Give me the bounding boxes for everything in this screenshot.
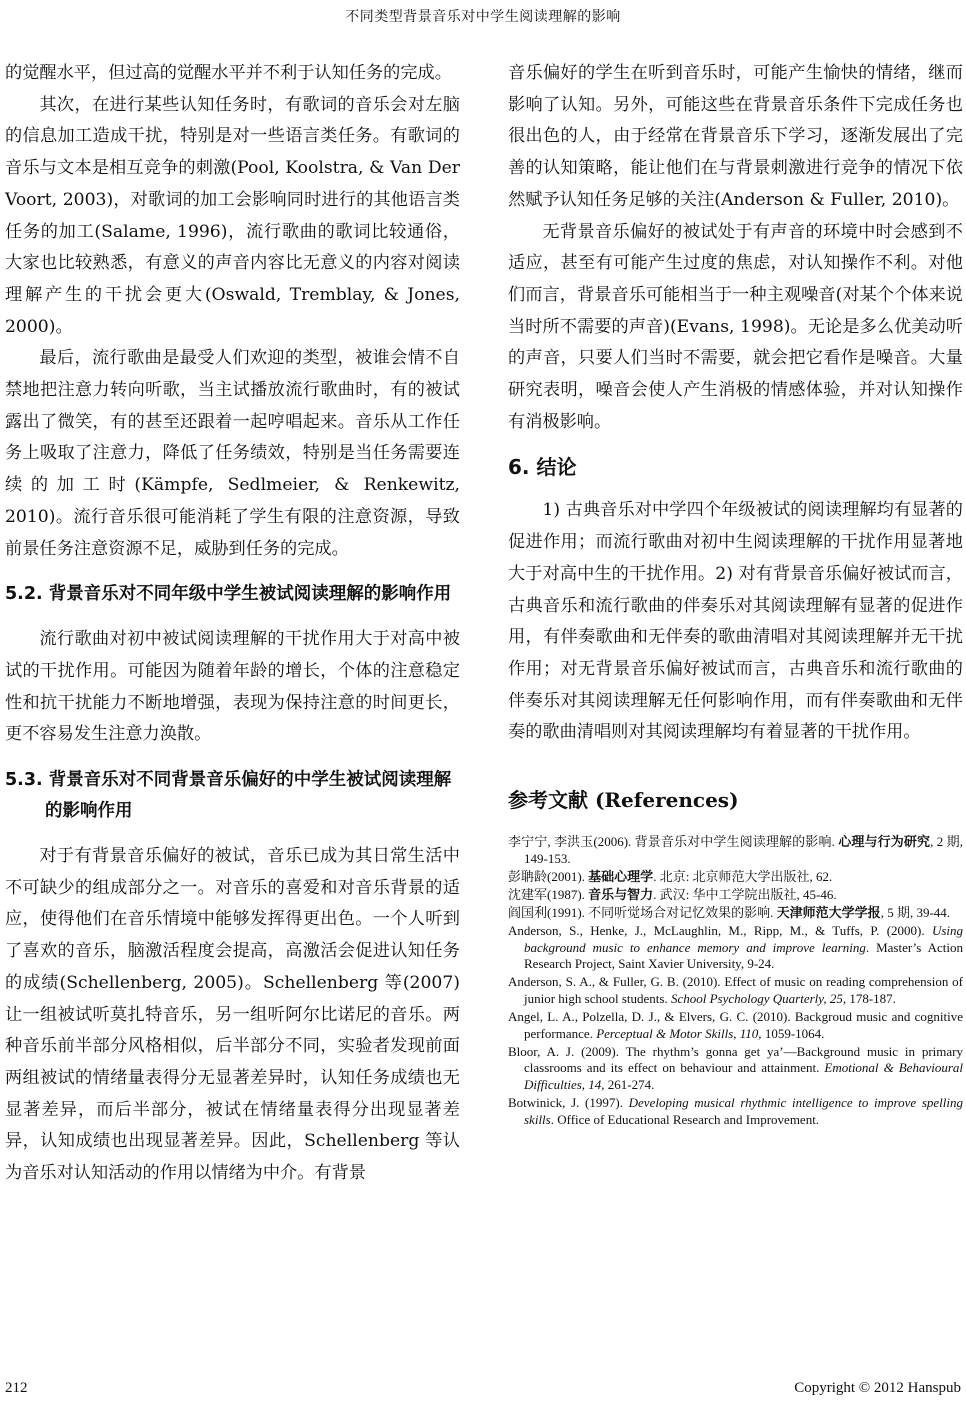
- ref-text: 沈建军(1987).: [508, 886, 589, 902]
- reference-item: [508, 887, 963, 904]
- paragraph: 的觉醒水平，但过高的觉醒水平并不利于认知任务的完成。: [5, 63, 452, 83]
- section-heading-5-3: 5.3. 背景音乐对不同背景音乐偏好的中学生被试阅读理解的影响作用: [5, 770, 452, 822]
- ref-source: Emotional & Behavioural Difficulties, 14,: [524, 1060, 963, 1092]
- reference-item: [508, 974, 963, 1007]
- section-heading-6: 6. 结论: [508, 455, 577, 480]
- ref-text: . 北京: 北京师范大学出版社, 62.: [653, 868, 833, 884]
- reference-item: [508, 834, 963, 867]
- ref-text: . Office of Educational Research and Improvement.: [550, 1111, 820, 1127]
- ref-source: 音乐与智力: [588, 886, 654, 902]
- ref-text: 阎国利(1991). 不同听觉场合对记忆效果的影响.: [508, 904, 777, 920]
- ref-source: Developing musical rhythmic intelligence to improve spelling skills: [524, 1094, 964, 1127]
- ref-text: 261-274.: [604, 1076, 655, 1092]
- paragraph: 对于有背景音乐偏好的被试，音乐已成为其日常生活中不可缺少的组成部分之一。对音乐的喜爱和对音乐背景的适应，使得他们在音乐情境中能够发挥得更出色。一个人听到了喜欢的音乐，脑激活程度会提高，高激活会促进认知任务的成绩(Schellenberg, 2005)。Schellenberg 等(2007)让一组被试听莫扎特音乐，另一组听阿尔比诺尼的音乐。两种音乐前半部分风格相似，后半部分不同，实验者发现前面两组被试的情绪量表得分无显著差异时，认知任务成绩也无显著差异，而后半部分，被试在情绪量表得分出现显著差异，认知成绩也出现显著差异。因此，Schellenberg 等认为音乐对认知活动的作用以情绪为中介。有背景: [5, 846, 460, 1184]
- references-list: [508, 834, 963, 1128]
- reference-item: [508, 869, 963, 886]
- ref-source: School Psychology Quarterly, 25,: [670, 990, 847, 1006]
- running-head: 不同类型背景音乐对中学生阅读理解的影响: [345, 9, 621, 25]
- ref-text: . 武汉: 华中工学院出版社, 45-46.: [653, 886, 837, 902]
- reference-item: [508, 923, 963, 973]
- ref-text: , 2 期, 149-153.: [524, 834, 963, 866]
- paragraph: 音乐偏好的学生在听到音乐时，可能产生愉快的情绪，继而影响了认知。另外，可能这些在背景音乐条件下完成任务也很出色的人，由于经常在背景音乐下学习，逐渐发展出了完善的认知策略，能让他们在与背景刺激进行竞争的情况下依然赋予认知任务足够的关注(Anderson & Fuller, 2010)。: [508, 63, 963, 210]
- right-column: [508, 58, 963, 1130]
- ref-text: 1059-1064.: [761, 1025, 825, 1041]
- section-heading-5-2: 5.2. 背景音乐对不同年级中学生被试阅读理解的影响作用: [5, 584, 452, 605]
- ref-text: Anderson, S., Henke, J., McLaughlin, M., Ripp, M., & Tuffs, P. (2000).: [508, 923, 932, 939]
- ref-source: Using background music to enhance memory and improve learning: [524, 923, 963, 955]
- page-number: 212: [5, 1380, 28, 1396]
- reference-item: [508, 905, 963, 922]
- paragraph: 其次，在进行某些认知任务时，有歌词的音乐会对左脑的信息加工造成干扰，特别是对一些语言类任务。有歌词的音乐与文本是相互竞争的刺激(Pool, Koolstra, & Van Der Voort, 2003)，对歌词的加工会影响同时进行的其他语言类任务的加工(Salame, 1996)，流行歌曲的歌词比较通俗，大家也比较熟悉，有意义的声音内容比无意义的内容对阅读理解产生的干扰会更大(Oswald, Tremblay, & Jones, 2000)。: [5, 94, 460, 337]
- ref-source: 基础心理学: [588, 868, 654, 884]
- ref-source: 心理与行为研究: [838, 834, 931, 850]
- ref-text: Angel, L. A., Polzella, D. J., & Elvers, G. C. (2010). Backgroud music and cognitive performance.: [508, 1009, 963, 1041]
- ref-text: 李宁宁, 李洪玉(2006). 背景音乐对中学生阅读理解的影响.: [508, 834, 839, 850]
- paragraph: 1) 古典音乐对中学四个年级被试的阅读理解均有显著的促进作用；而流行歌曲对初中生阅读理解的干扰作用显著地大于对高中生的干扰作用。2) 对有背景音乐偏好被试而言，古典音乐和流行歌曲的伴奏乐对其阅读理解有显著的促进作用，有伴奏歌曲和无伴奏的歌曲清唱对其阅读理解并无干扰作用；对无背景音乐偏好被试而言，古典音乐和流行歌曲的伴奏乐对其阅读理解无任何影响作用，而有伴奏歌曲和无伴奏的歌曲清唱则对其阅读理解均有着显著的干扰作用。: [508, 500, 963, 743]
- reference-item: [508, 1009, 963, 1042]
- left-column: [5, 58, 460, 1190]
- reference-item: [508, 1095, 963, 1128]
- ref-text: Bloor, A. J. (2009). The rhythm’s gonna get ya’—Background music in primary classrooms and its effect on behaviour and attainment.: [508, 1043, 963, 1076]
- references-heading: 参考文献 (References): [508, 788, 739, 813]
- ref-text: , 5 期, 39-44.: [880, 904, 951, 920]
- ref-text: Anderson, S. A., & Fuller, G. B. (2010). Effect of music on reading comprehension of junior high school students.: [508, 974, 963, 1006]
- reference-item: [508, 1044, 963, 1094]
- paragraph: 最后，流行歌曲是最受人们欢迎的类型，被谁会情不自禁地把注意力转向听歌，当主试播放流行歌曲时，有的被试露出了微笑，有的甚至还跟着一起哼唱起来。音乐从工作任务上吸取了注意力，降低了任务绩效，特别是当任务需要连续的加工时(Kämpfe, Sedlmeier, & Renkewitz, 2010)。流行音乐很可能消耗了学生有限的注意资源，导致前景任务注意资源不足，威胁到任务的完成。: [5, 348, 460, 559]
- ref-text: 彭聃龄(2001).: [508, 868, 589, 884]
- ref-source: Perceptual & Motor Skills, 110,: [596, 1025, 762, 1041]
- ref-source: 天津师范大学学报: [776, 904, 881, 920]
- copyright-notice: Copyright © 2012 Hanspub: [794, 1380, 961, 1396]
- ref-text: 178-187.: [846, 990, 896, 1006]
- paragraph: 无背景音乐偏好的被试处于有声音的环境中时会感到不适应，甚至有可能产生过度的焦虑，对认知操作不利。对他们而言，背景音乐可能相当于一种主观噪音(对某个个体来说当时所不需要的声音)(Evans, 1998)。无论是多么优美动听的声音，只要人们当时不需要，就会把它看作是噪音。大量研究表明，噪音会使人产生消极的情感体验，并对认知操作有消极影响。: [508, 221, 963, 432]
- ref-text: . Master’s Action Research Project, Saint Xavier University, 9-24.: [524, 939, 963, 972]
- paragraph: 流行歌曲对初中被试阅读理解的干扰作用大于对高中被试的干扰作用。可能因为随着年龄的增长，个体的注意稳定性和抗干扰能力不断地增强，表现为保持注意的时间更长，更不容易发生注意力涣散。: [5, 629, 460, 745]
- ref-text: Botwinick, J. (1997).: [508, 1094, 629, 1110]
